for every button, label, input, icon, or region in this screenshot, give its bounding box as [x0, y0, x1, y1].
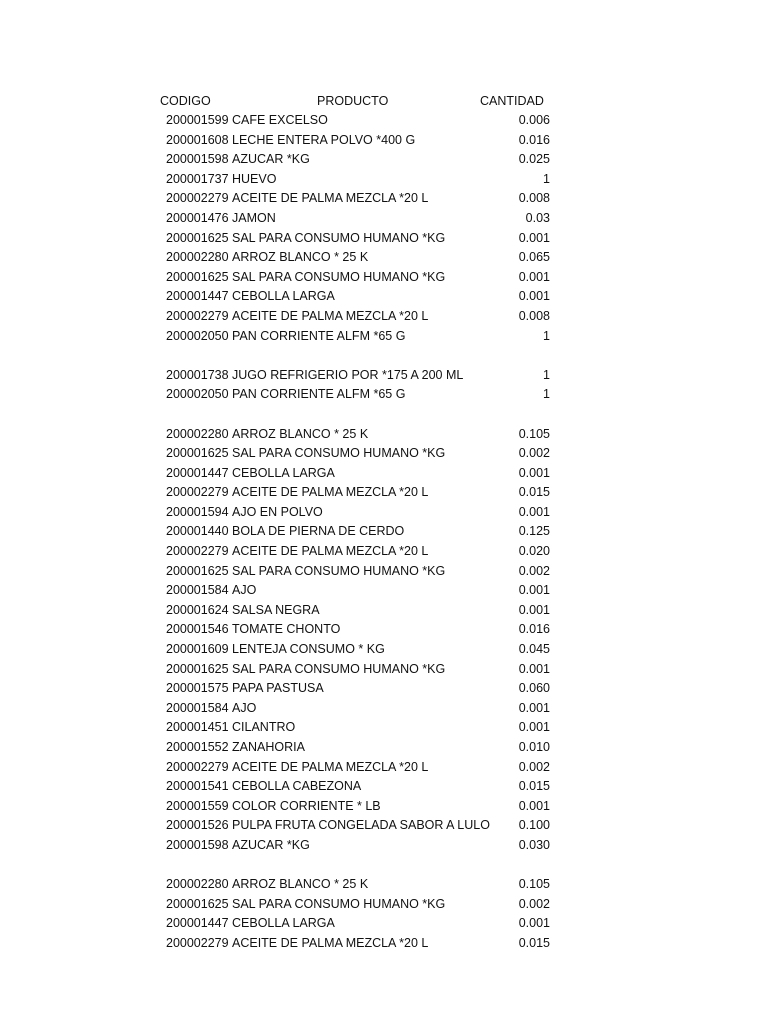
- product-name: BOLA DE PIERNA DE CERDO: [232, 524, 405, 539]
- table-row: [0, 308, 768, 328]
- product-quantity: 0.001: [518, 700, 550, 715]
- product-quantity: 0.008: [518, 191, 550, 206]
- product-name: ACEITE DE PALMA MEZCLA *20 L: [232, 544, 429, 559]
- table-row: [0, 288, 768, 308]
- product-quantity: 1: [543, 171, 550, 186]
- product-name: ACEITE DE PALMA MEZCLA *20 L: [232, 935, 429, 950]
- product-quantity: 0.001: [518, 289, 550, 304]
- product-code: 200001625: [166, 661, 229, 676]
- column-header-cantidad: CANTIDAD: [480, 94, 544, 108]
- product-code: 200002050: [166, 328, 229, 343]
- table-row: [0, 465, 768, 485]
- product-quantity: 0.030: [518, 837, 550, 852]
- table-row: [0, 269, 768, 289]
- product-quantity: 1: [543, 328, 550, 343]
- product-code: 200001625: [166, 896, 229, 911]
- table-row: [0, 896, 768, 916]
- product-name: SAL PARA CONSUMO HUMANO *KG: [232, 563, 446, 578]
- product-quantity: 0.001: [518, 465, 550, 480]
- product-name: SAL PARA CONSUMO HUMANO *KG: [232, 269, 446, 284]
- table-row: [0, 759, 768, 779]
- product-code: 200001584: [166, 700, 229, 715]
- product-code: 200002279: [166, 308, 229, 323]
- product-code: 200001451: [166, 720, 229, 735]
- product-name: ARROZ BLANCO * 25 K: [232, 426, 369, 441]
- product-name: CEBOLLA LARGA: [232, 916, 335, 931]
- table-row: [0, 190, 768, 210]
- product-quantity: 1: [543, 387, 550, 402]
- product-code: 200001526: [166, 818, 229, 833]
- table-row: [0, 817, 768, 837]
- table-row: [0, 641, 768, 661]
- product-name: LENTEJA CONSUMO * KG: [232, 642, 385, 657]
- table-row: [0, 426, 768, 446]
- product-code: 200001608: [166, 132, 229, 147]
- column-header-producto: PRODUCTO: [317, 94, 389, 108]
- product-quantity: 0.015: [518, 935, 550, 950]
- product-quantity: 0.060: [518, 681, 550, 696]
- table-row: [0, 171, 768, 191]
- product-code: 200002280: [166, 250, 229, 265]
- table-row: [0, 582, 768, 602]
- product-quantity: 0.001: [518, 720, 550, 735]
- product-code: 200001737: [166, 171, 229, 186]
- product-name: AJO: [232, 700, 257, 715]
- product-name: AJO: [232, 583, 257, 598]
- product-code: 200001541: [166, 779, 229, 794]
- product-name: ACEITE DE PALMA MEZCLA *20 L: [232, 191, 429, 206]
- product-quantity: 0.002: [518, 896, 550, 911]
- product-name: PAN CORRIENTE ALFM *65 G: [232, 387, 406, 402]
- product-name: ACEITE DE PALMA MEZCLA *20 L: [232, 308, 429, 323]
- table-row: [0, 210, 768, 230]
- product-code: 200001476: [166, 210, 229, 225]
- product-quantity: 0.001: [518, 230, 550, 245]
- table-row: [0, 739, 768, 759]
- product-name: ARROZ BLANCO * 25 K: [232, 250, 369, 265]
- table-row: [0, 523, 768, 543]
- product-quantity: 0.016: [518, 622, 550, 637]
- product-code: 200001447: [166, 289, 229, 304]
- product-quantity: 0.001: [518, 798, 550, 813]
- product-quantity: 0.001: [518, 661, 550, 676]
- product-code: 200001594: [166, 504, 229, 519]
- table-row: [0, 445, 768, 465]
- table-row: [0, 230, 768, 250]
- product-name: HUEVO: [232, 171, 277, 186]
- product-name: AZUCAR *KG: [232, 837, 310, 852]
- product-name: CILANTRO: [232, 720, 296, 735]
- table-row: [0, 602, 768, 622]
- product-quantity: 0.065: [518, 250, 550, 265]
- product-code: 200002280: [166, 877, 229, 892]
- product-code: 200002279: [166, 544, 229, 559]
- product-code: 200001584: [166, 583, 229, 598]
- product-name: SAL PARA CONSUMO HUMANO *KG: [232, 230, 446, 245]
- product-name: COLOR CORRIENTE * LB: [232, 798, 381, 813]
- table-row: [0, 621, 768, 641]
- product-name: ZANAHORIA: [232, 740, 305, 754]
- product-name: SALSA NEGRA: [232, 602, 320, 617]
- table-row: [0, 151, 768, 171]
- product-name: SAL PARA CONSUMO HUMANO *KG: [232, 446, 446, 461]
- product-quantity: 0.105: [518, 877, 550, 892]
- blank-row: [0, 347, 768, 367]
- product-code: 200001440: [166, 524, 229, 539]
- product-code: 200001625: [166, 269, 229, 284]
- product-code: 200001546: [166, 622, 229, 637]
- product-code: 200002050: [166, 387, 229, 402]
- product-quantity: 0.001: [518, 269, 550, 284]
- table-row: [0, 876, 768, 896]
- product-code: 200002279: [166, 485, 229, 500]
- product-code: 200001598: [166, 837, 229, 852]
- product-code: 200002280: [166, 426, 229, 441]
- table-row: [0, 798, 768, 818]
- product-quantity: 0.001: [518, 504, 550, 519]
- product-name: LECHE ENTERA POLVO *400 G: [232, 132, 416, 147]
- product-code: 200001625: [166, 230, 229, 245]
- product-code: 200002279: [166, 191, 229, 206]
- product-quantity: 0.001: [518, 602, 550, 617]
- product-code: 200002279: [166, 935, 229, 950]
- table-row: [0, 661, 768, 681]
- product-quantity: 0.008: [518, 308, 550, 323]
- product-code: 200001738: [166, 367, 229, 382]
- product-code: 200001624: [166, 602, 229, 617]
- product-name: SAL PARA CONSUMO HUMANO *KG: [232, 896, 446, 911]
- table-row: [0, 386, 768, 406]
- product-code: 200001575: [166, 681, 229, 696]
- product-quantity: 0.002: [518, 446, 550, 461]
- product-quantity: 0.006: [518, 113, 550, 127]
- table-row: [0, 328, 768, 348]
- product-code: 200001625: [166, 563, 229, 578]
- table-row: [0, 778, 768, 798]
- blank-row: [0, 406, 768, 426]
- product-code: 200002279: [166, 759, 229, 774]
- table-row: [0, 484, 768, 504]
- product-quantity: 0.001: [518, 583, 550, 598]
- product-quantity: 0.045: [518, 642, 550, 657]
- product-quantity: 0.105: [518, 426, 550, 441]
- table-row: [0, 915, 768, 935]
- table-row: [0, 112, 768, 132]
- table-row: [0, 837, 768, 857]
- product-name: JUGO REFRIGERIO POR *175 A 200 ML: [232, 367, 464, 382]
- column-header-codigo: CODIGO: [160, 94, 211, 108]
- product-name: CEBOLLA LARGA: [232, 289, 335, 304]
- product-name: CEBOLLA LARGA: [232, 465, 335, 480]
- product-quantity: 0.125: [518, 524, 550, 539]
- table-row: [0, 132, 768, 152]
- table-row: [0, 367, 768, 387]
- product-name: PAN CORRIENTE ALFM *65 G: [232, 328, 406, 343]
- product-code: 200001447: [166, 465, 229, 480]
- product-name: ACEITE DE PALMA MEZCLA *20 L: [232, 485, 429, 500]
- product-quantity: 0.010: [518, 740, 550, 754]
- product-name: CEBOLLA CABEZONA: [232, 779, 362, 794]
- product-code: 200001559: [166, 798, 229, 813]
- product-quantity: 0.002: [518, 759, 550, 774]
- table-row: [0, 935, 768, 955]
- product-code: 200001625: [166, 446, 229, 461]
- product-code: 200001598: [166, 152, 229, 167]
- product-name: SAL PARA CONSUMO HUMANO *KG: [232, 661, 446, 676]
- product-quantity: 0.100: [518, 818, 550, 833]
- product-name: ACEITE DE PALMA MEZCLA *20 L: [232, 759, 429, 774]
- table-row: [0, 543, 768, 563]
- product-code: 200001552: [166, 740, 229, 754]
- product-name: JAMON: [232, 210, 276, 225]
- product-quantity: 0.016: [518, 132, 550, 147]
- product-quantity: 0.002: [518, 563, 550, 578]
- table-row: [0, 680, 768, 700]
- product-code: 200001609: [166, 642, 229, 657]
- product-name: AZUCAR *KG: [232, 152, 310, 167]
- product-name: PULPA FRUTA CONGELADA SABOR A LULO: [232, 818, 490, 833]
- product-quantity: 0.001: [518, 916, 550, 931]
- table-row: [0, 249, 768, 269]
- product-name: AJO EN POLVO: [232, 504, 323, 519]
- table-row: [0, 563, 768, 583]
- product-table-body: [0, 112, 768, 955]
- blank-row: [0, 857, 768, 877]
- product-quantity: 0.015: [518, 485, 550, 500]
- product-name: PAPA PASTUSA: [232, 681, 324, 696]
- product-name: TOMATE CHONTO: [232, 622, 341, 637]
- product-code: 200001599: [166, 113, 229, 127]
- product-quantity: 0.025: [518, 152, 550, 167]
- product-name: CAFE EXCELSO: [232, 113, 328, 127]
- product-name: ARROZ BLANCO * 25 K: [232, 877, 369, 892]
- product-quantity: 0.03: [525, 210, 550, 225]
- product-code: 200001447: [166, 916, 229, 931]
- product-quantity: 1: [543, 367, 550, 382]
- table-row: [0, 700, 768, 720]
- table-row: [0, 504, 768, 524]
- product-quantity: 0.020: [518, 544, 550, 559]
- product-quantity: 0.015: [518, 779, 550, 794]
- table-row: [0, 719, 768, 739]
